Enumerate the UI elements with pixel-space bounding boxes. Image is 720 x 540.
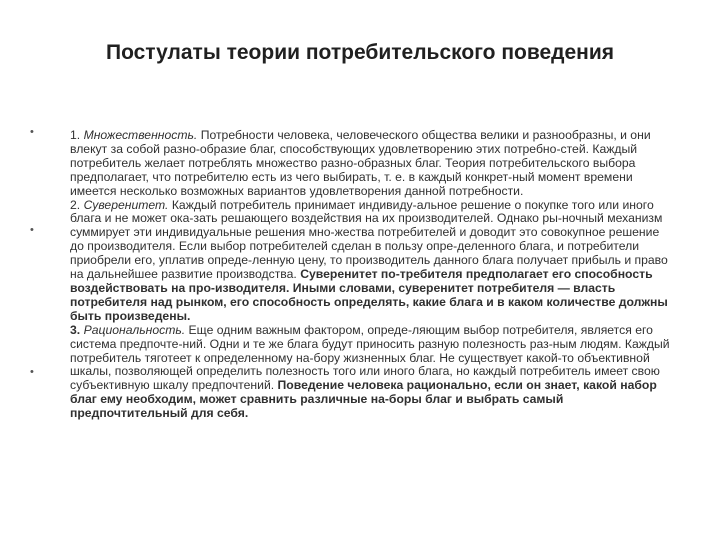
bullet-marker: • (30, 224, 34, 236)
postulate-rationality (70, 324, 676, 421)
postulate-bold-text: Суверенитет по-требителя предполагает его способность воздействовать на про-изводителя. Иными словами, суверенитет потребителя — власть потребителя над рынком, его способность определять, какие блага и в каком количестве должны быть произведены. (70, 267, 668, 323)
postulate-term: Рациональность. (83, 322, 186, 337)
postulate-term: Суверенитет. (83, 197, 169, 212)
postulate-number: 2. (70, 197, 81, 212)
slide-title: Постулаты теории потребительского поведения (105, 41, 615, 64)
postulate-multiplicity (70, 129, 676, 199)
postulate-text: Каждый потребитель принимает индивиду-альное решение о покупке того или иного блага и не может ока-зать решающего воздействия на их производителей. Однако ры-ночный механизм суммирует эти индивидуальные решения мно-жества потребителей и доводит это совокупное решение до производителя. Если выбор потребителей сделан в пользу опре-деленного блага, и потребители приобрели его, уплатив опреде-ленную цену, то производитель данного блага получает прибыль и право на дальнейшее развитие производства. (70, 197, 668, 282)
postulate-term: Множественность. (83, 128, 198, 142)
slide-body (70, 129, 676, 421)
bullet-marker: • (30, 126, 34, 138)
postulate-number: 3. (70, 322, 81, 337)
postulate-number: 1. (70, 128, 81, 142)
bullet-marker: • (30, 366, 34, 378)
postulate-text: Еще одним важным фактором, опреде-ляющим выбор потребителя, является его система предпочте-ний. Одни и те же блага будут приносить разную полезность раз-ным людям. Каждый потребитель тяготеет к определенному на-бору жизненных благ. Не существует какой-то объективной шкалы, позволяющей определить полезность того или иного блага, но каждый потребитель имеет свою субъективную шкалу предпочтений. (70, 322, 670, 393)
postulate-bold-text: Поведение человека рационально, если он знает, какой набор благ ему необходим, может сравнить различные на-боры благ и выбрать самый предпочтительный для себя. (70, 378, 657, 421)
postulate-sovereignty (70, 199, 676, 324)
postulate-text: Потребности человека, человеческого общества велики и разнообразны, и они влекут за собой разно-образие благ, способствующих удовлетворению этих потребно-стей. Каждый потребитель желает потреблять множество разно-образных благ. Теория потребительского выбора предполагает, что потребителю есть из чего выбирать, т. е. в каждый конкрет-ный момент времени имеется несколько возможных вариантов удовлетворения данной потребности. (70, 128, 651, 198)
